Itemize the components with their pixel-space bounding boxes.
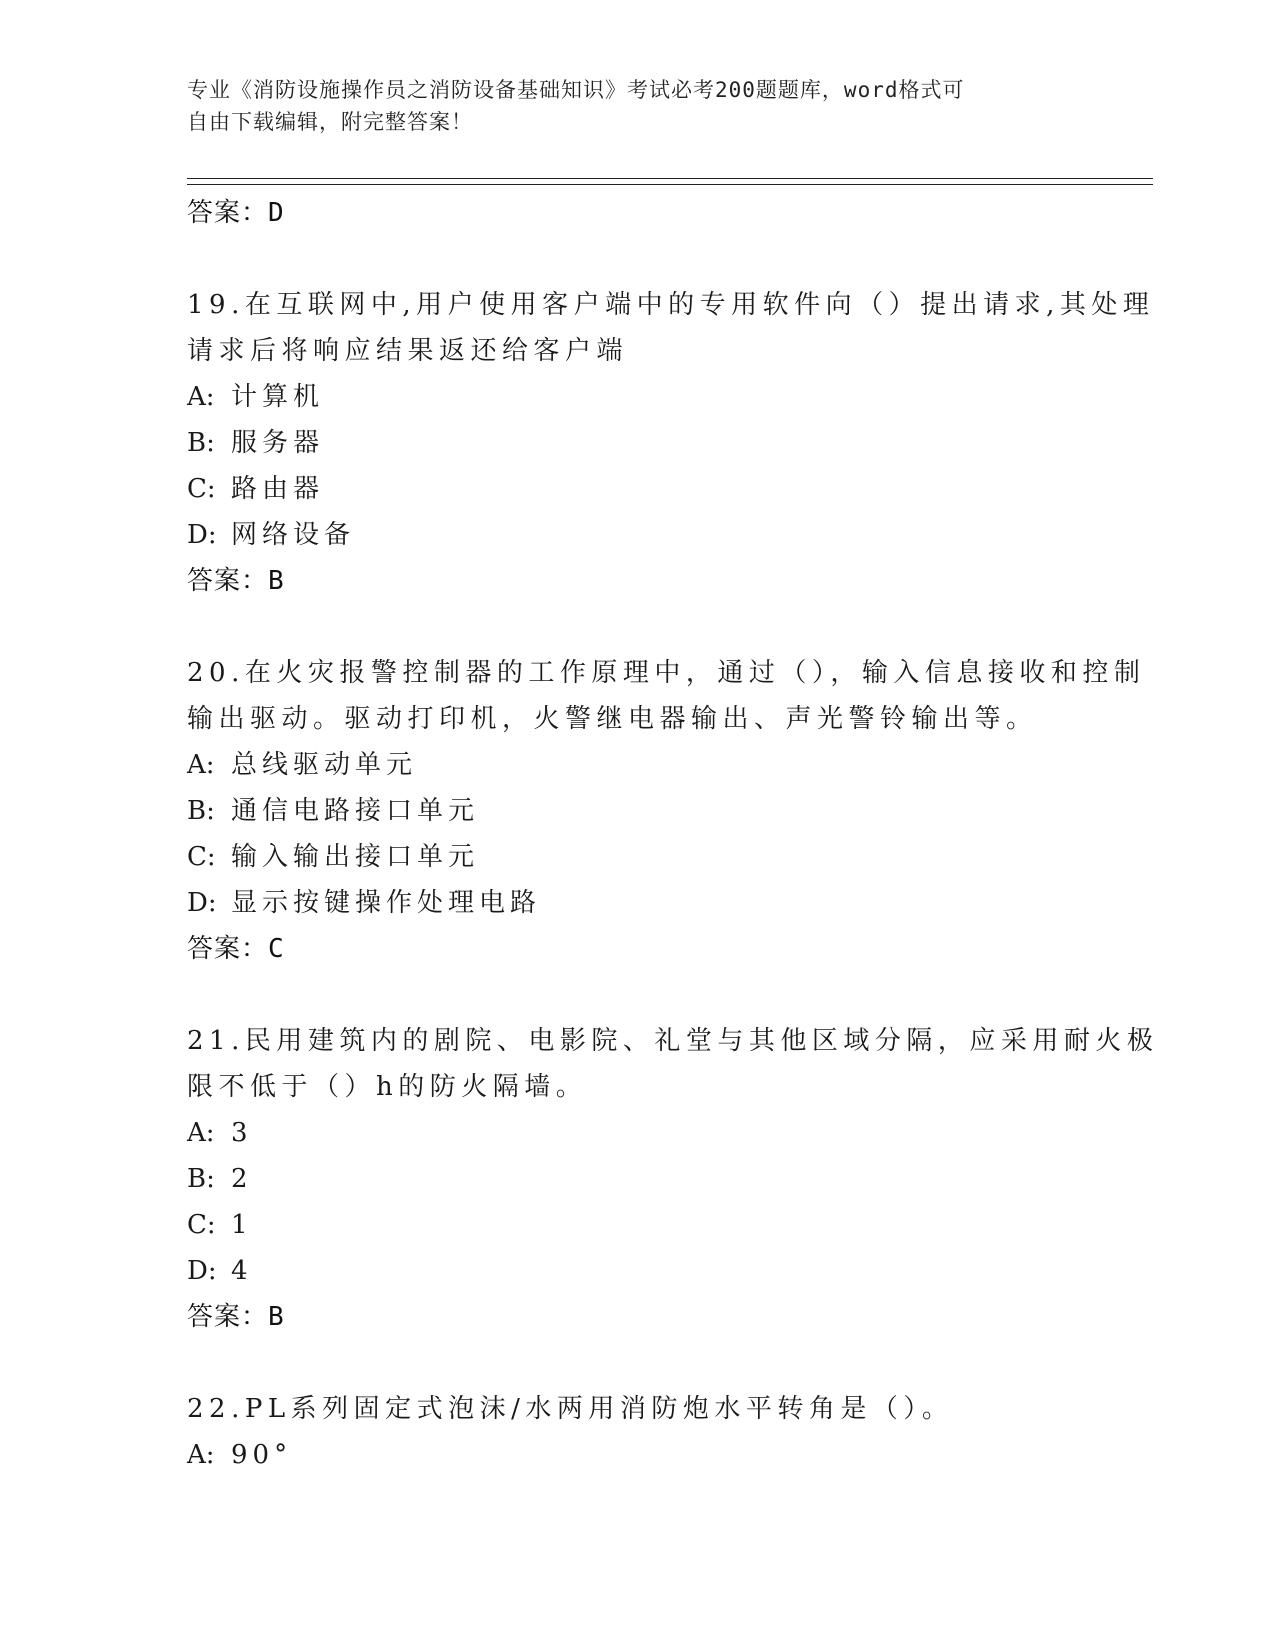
question-item xyxy=(187,650,1146,972)
option-text: 1 xyxy=(231,1210,253,1240)
option-a xyxy=(187,1432,1087,1478)
option-letter: C: xyxy=(187,1210,216,1240)
question-text: 22.PL系列固定式泡沫/水两用消防炮水平转角是（）。 xyxy=(187,1394,954,1424)
question-text-cont: 输出驱动。驱动打印机，火警继电器输出、声光警铃输出等。 xyxy=(187,704,1038,734)
question-text: 20.在火灾报警控制器的工作原理中，通过（），输入信息接收和控制 xyxy=(187,658,1146,688)
option-text: 90° xyxy=(231,1440,293,1470)
option-text: 网络设备 xyxy=(231,520,356,550)
option-letter: D: xyxy=(187,1256,217,1286)
option-b xyxy=(187,420,1087,466)
document-header xyxy=(187,74,1067,138)
question-text: 21.民用建筑内的剧院、电影院、礼堂与其他区域分隔，应采用耐火极 xyxy=(187,1026,1159,1056)
option-b xyxy=(187,1156,1087,1202)
header-divider-bottom xyxy=(187,184,1153,185)
option-letter: B: xyxy=(187,428,215,458)
option-letter: D: xyxy=(187,520,217,550)
option-letter: D: xyxy=(187,888,217,918)
answer-line: 答案：B xyxy=(187,566,285,596)
answer-line: 答案：B xyxy=(187,1302,285,1332)
option-text: 输入输出接口单元 xyxy=(231,842,480,872)
spacer xyxy=(187,236,1087,282)
header-line-2: 自由下载编辑，附完整答案！ xyxy=(187,110,473,134)
option-text: 3 xyxy=(231,1118,253,1148)
option-letter: A: xyxy=(187,1440,215,1470)
answer-line: 答案：D xyxy=(187,198,285,228)
option-text: 路由器 xyxy=(231,474,325,504)
option-text: 显示按键操作处理电路 xyxy=(231,888,542,918)
option-letter: B: xyxy=(187,796,215,826)
option-d xyxy=(187,880,1087,926)
question-text-cont: 请求后将响应结果返还给客户端 xyxy=(187,336,629,366)
header-line-1: 专业《消防设施操作员之消防设备基础知识》考试必考200题题库，word格式可 xyxy=(187,78,965,102)
question-list xyxy=(187,190,1159,1478)
option-letter: C: xyxy=(187,474,216,504)
option-a xyxy=(187,374,1087,420)
option-letter: C: xyxy=(187,842,216,872)
question-item xyxy=(187,282,1155,604)
question-item xyxy=(187,1386,1087,1478)
option-letter: B: xyxy=(187,1164,215,1194)
header-divider-top xyxy=(187,178,1153,179)
option-text: 2 xyxy=(231,1164,253,1194)
option-letter: A: xyxy=(187,750,215,780)
option-c xyxy=(187,1202,1087,1248)
option-text: 4 xyxy=(231,1256,253,1286)
option-d xyxy=(187,512,1087,558)
option-text: 服务器 xyxy=(231,428,325,458)
option-letter: A: xyxy=(187,382,215,412)
spacer xyxy=(187,972,1087,1018)
option-text: 总线驱动单元 xyxy=(231,750,418,780)
spacer xyxy=(187,1340,1087,1386)
option-c xyxy=(187,466,1087,512)
option-d xyxy=(187,1248,1087,1294)
option-a xyxy=(187,1110,1087,1156)
question-text: 19.在互联网中,用户使用客户端中的专用软件向（）提出请求,其处理 xyxy=(187,290,1155,320)
question-item xyxy=(187,1018,1159,1340)
option-text: 计算机 xyxy=(231,382,325,412)
option-c xyxy=(187,834,1087,880)
spacer xyxy=(187,604,1087,650)
option-b xyxy=(187,788,1087,834)
option-a xyxy=(187,742,1087,788)
option-letter: A: xyxy=(187,1118,215,1148)
question-text-cont: 限不低于（）h的防火隔墙。 xyxy=(187,1072,588,1102)
option-text: 通信电路接口单元 xyxy=(231,796,480,826)
answer-line: 答案：C xyxy=(187,934,285,964)
